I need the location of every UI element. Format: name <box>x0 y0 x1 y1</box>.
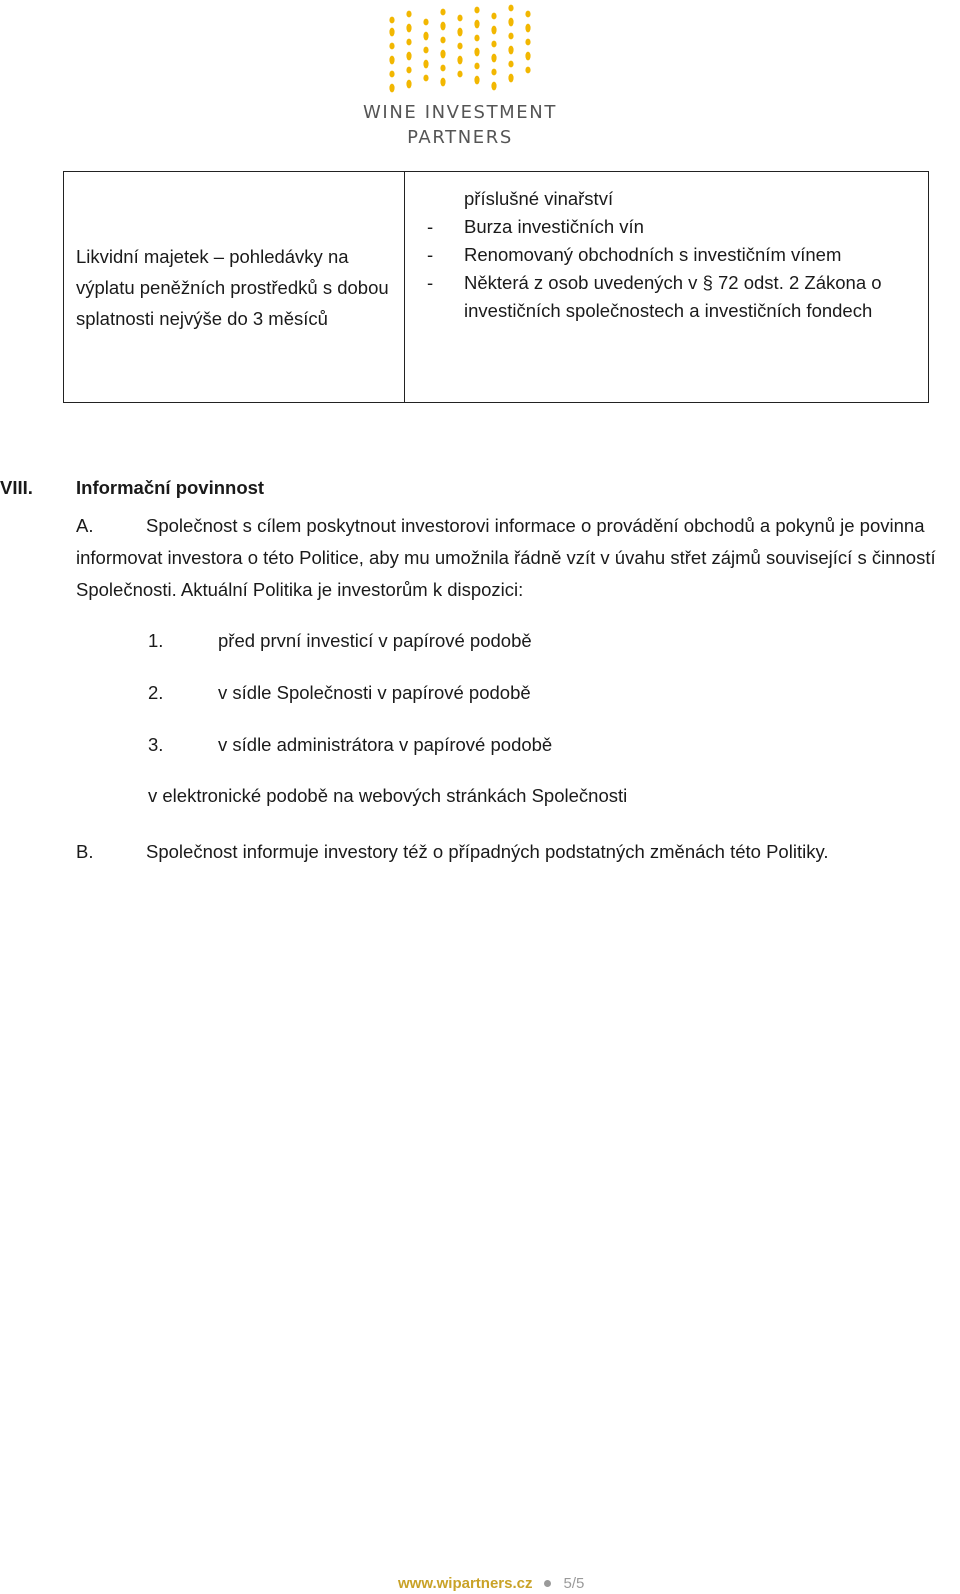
logo-dot <box>406 39 411 46</box>
table-cell-asset-type: Likvidní majetek – pohledávky na výplatu peněžních prostředků s dobou splatnosti nejvýše do 3 měsíců <box>64 172 405 403</box>
logo-dot <box>491 69 496 76</box>
logo-dots-icon <box>360 2 560 102</box>
logo-dot <box>474 76 479 85</box>
logo-dot <box>440 50 445 59</box>
logo-dot <box>457 43 462 50</box>
logo-line-1: WINE INVESTMENT <box>363 102 557 123</box>
electronic-availability-line: v elektronické podobě na webových stránkách Společnosti <box>148 785 628 806</box>
separator-dot-icon <box>544 1580 551 1587</box>
page-footer <box>398 1575 584 1592</box>
logo-dot <box>440 22 445 31</box>
logo-dot <box>474 48 479 57</box>
list-item: příslušné vinařství <box>464 188 614 209</box>
logo-dot <box>491 26 496 35</box>
section-title: Informační povinnost <box>76 477 265 498</box>
logo-dot <box>525 39 530 46</box>
section-number: VIII. <box>0 477 33 498</box>
logo-dot <box>423 32 428 41</box>
logo-dot <box>440 37 445 44</box>
logo-dot <box>525 52 530 61</box>
logo-dot <box>457 71 462 78</box>
logo-dot <box>423 60 428 69</box>
asset-table <box>63 171 929 403</box>
logo-dot <box>474 63 479 70</box>
paragraph-a-text: Společnost s cílem poskytnout investorovi informace o provádění obchodů a pokynů je povinna informovat investora o této Politice, aby mu umožnila řádně vzít v úvahu střet zájmů související s činností Společnosti. Aktuální Politika je investorům k dispozici: <box>76 515 936 600</box>
logo-dot <box>406 24 411 33</box>
page-number: 5/5 <box>563 1575 585 1592</box>
logo-dot <box>440 78 445 87</box>
logo-dot <box>508 33 513 40</box>
list-item: - Burza investičních vín <box>427 216 644 237</box>
logo-dot <box>440 65 445 72</box>
logo-dot <box>525 24 530 33</box>
paragraph-b-text: Společnost informuje investory též o případných podstatných změnách této Politiky. <box>146 841 829 862</box>
logo-dot <box>491 54 496 63</box>
logo-dot <box>508 74 513 83</box>
counterparty-list <box>405 185 920 325</box>
website-link[interactable]: www.wipartners.cz <box>398 1575 533 1592</box>
logo-dot <box>389 71 394 78</box>
logo-dot <box>406 52 411 61</box>
logo-dot <box>440 9 445 16</box>
logo-dot <box>389 17 394 24</box>
logo-dot <box>389 43 394 50</box>
logo-dot <box>491 13 496 20</box>
paragraph-b-letter: B. <box>76 841 94 862</box>
logo-dot <box>491 82 496 91</box>
section-heading <box>0 477 960 503</box>
logo-dot <box>491 41 496 48</box>
table-cell-counterparties <box>405 172 929 403</box>
logo-dot <box>423 75 428 82</box>
logo-dot <box>474 35 479 42</box>
logo-dot <box>457 15 462 22</box>
logo-dot <box>423 47 428 54</box>
logo-dot <box>389 28 394 37</box>
logo-dot <box>508 61 513 68</box>
list-item: investičních společnostech a investičních fondech <box>464 300 873 321</box>
logo-dot <box>406 11 411 18</box>
logo-dot <box>525 67 530 74</box>
logo-dot <box>474 20 479 29</box>
logo-dot <box>508 46 513 55</box>
list-item: - Renomovaný obchodních s investičním vínem <box>427 244 842 265</box>
table-row <box>64 172 929 403</box>
logo-dot <box>389 56 394 65</box>
company-logo <box>360 2 560 152</box>
logo-dot <box>508 5 513 12</box>
logo-dot <box>389 84 394 93</box>
logo-dot <box>406 80 411 89</box>
logo-dot <box>508 18 513 27</box>
logo-line-2: PARTNERS <box>407 127 513 148</box>
logo-dot <box>423 19 428 26</box>
list-item: - Některá z osob uvedených v § 72 odst. 2 Zákona o <box>427 272 882 293</box>
logo-dot <box>457 56 462 65</box>
paragraph-a-letter: A. <box>76 515 94 536</box>
logo-dot <box>474 7 479 14</box>
logo-dot <box>406 67 411 74</box>
logo-dot <box>525 11 530 18</box>
logo-dot <box>457 28 462 37</box>
